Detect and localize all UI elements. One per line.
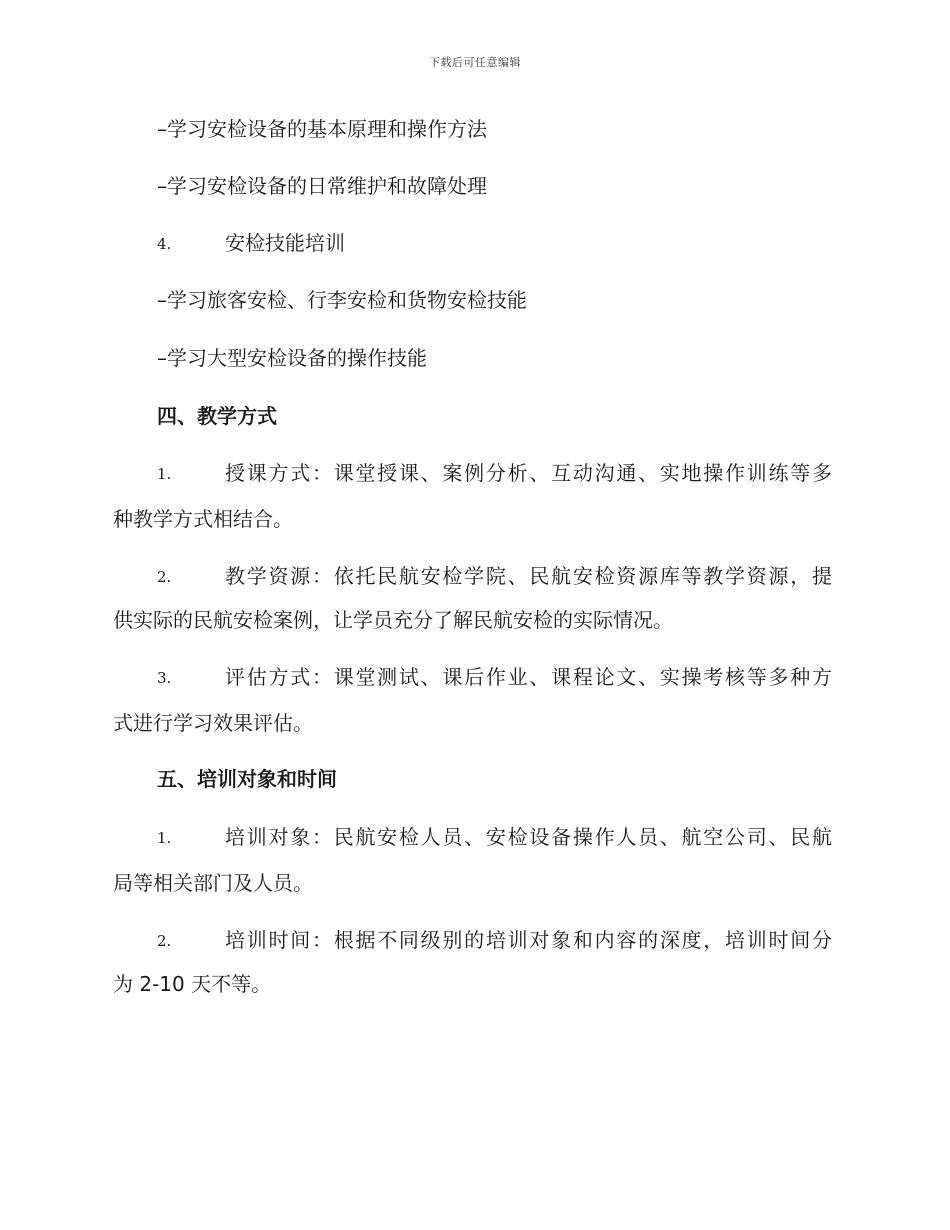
bullet-item: –学习旅客安检、行李安检和货物安检技能 xyxy=(157,288,527,312)
list-number: 4. xyxy=(157,235,172,253)
bullet-item: –学习安检设备的日常维护和故障处理 xyxy=(157,174,487,198)
page-header: 下载后可任意编辑 xyxy=(429,56,521,69)
bullet-item: –学习大型安检设备的操作技能 xyxy=(157,346,427,370)
list-number: 1. xyxy=(157,829,172,847)
list-item-text: 培训时间：根据不同级别的培训对象和内容的深度，培训时间分 xyxy=(225,928,832,952)
list-number: 2. xyxy=(157,932,172,950)
list-item-continuation: 供实际的民航安检案例，让学员充分了解民航安检的实际情况。 xyxy=(113,608,673,632)
list-item-continuation: 为 2-10 天不等。 xyxy=(113,972,272,996)
list-item-continuation: 局等相关部门及人员。 xyxy=(113,871,313,895)
list-item-text: 培训对象：民航安检人员、安检设备操作人员、航空公司、民航 xyxy=(225,825,832,849)
bullet-item: –学习安检设备的基本原理和操作方法 xyxy=(157,117,487,141)
list-number: 3. xyxy=(157,669,172,687)
list-item-text: 授课方式：课堂授课、案例分析、互动沟通、实地操作训练等多 xyxy=(225,461,832,485)
section-heading: 五、培训对象和时间 xyxy=(157,767,337,791)
list-item-text: 教学资源：依托民航安检学院、民航安检资源库等教学资源，提 xyxy=(225,564,832,588)
list-number: 2. xyxy=(157,568,172,586)
list-item-text: 评估方式：课堂测试、课后作业、课程论文、实操考核等多种方 xyxy=(225,665,832,689)
list-number: 1. xyxy=(157,465,172,483)
list-item-continuation: 式进行学习效果评估。 xyxy=(113,711,313,735)
list-item-text: 安检技能培训 xyxy=(225,231,345,255)
section-heading: 四、教学方式 xyxy=(157,404,277,428)
list-item-continuation: 种教学方式相结合。 xyxy=(113,507,293,531)
